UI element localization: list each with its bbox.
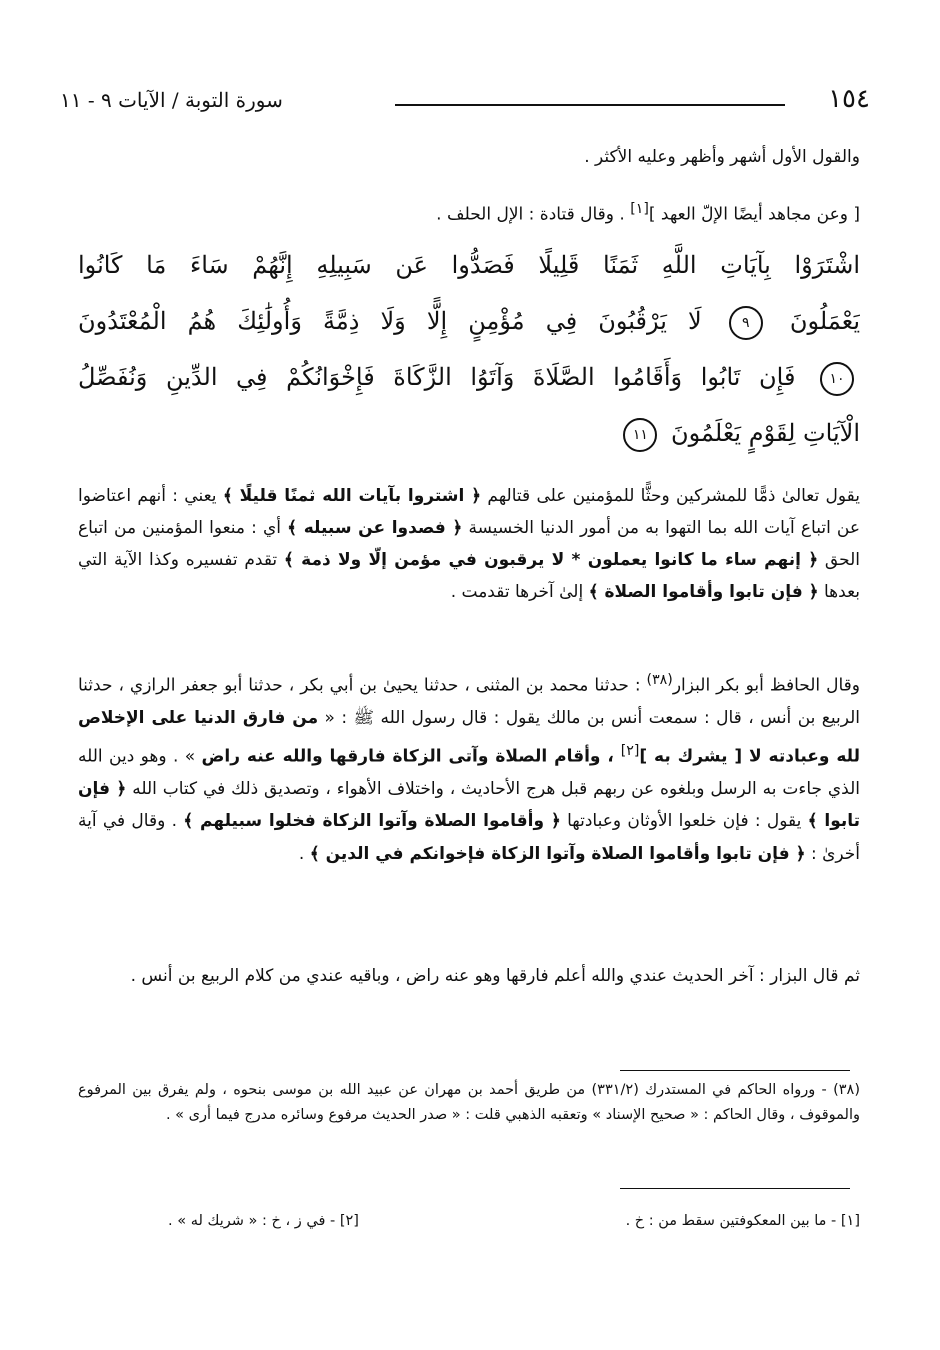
footnote-1: [١] - ما بين المعكوفتين سقط من : خ . <box>625 1213 860 1229</box>
quote: ﴿ إنهم ساء ما كانوا يعملون * لا يرقبون في مؤمن إلّا ولا ذمة ﴾ <box>283 550 819 570</box>
hadith-text: ، وأقام الصلاة وآتى الزكاة فارقها والله عنه راض <box>201 746 621 767</box>
narration-paragraph: وقال الحافظ أبو بكر البزار$^{(٣٨)}$ : حدثنا محمد بن المثنى ، حدثنا يحيىٰ بن أبي بكر ، حدثنا أبو جعفر الرازي ، حدثنا الربيع بن أنس ، قال : سمعت أنس بن مالك يقول : قال رسول الله ﷺ : « من فارق الدنيا على الإخلاص لله وعبادته لا [ يشرك به ][٢] ، وأقام الصلاة وآتى الزكاة فارقها والله عنه راض » . وهو دين الله الذي جاءت به الرسل وبلغوه عن ربهم قبل هرج الأحاديث ، واختلاف الأهواء ، وتصديق ذلك في كتاب الله ﴿ فإن تابوا ﴾ يقول : فإن خلعوا الأوثان وعبادتها ﴿ وأقاموا الصلاة وآتوا الزكاة فخلوا سبيلهم ﴾ . وقال في آية أخرىٰ : ﴿ فإن تابوا وأقاموا الصلاة وآتوا الزكاة فإخوانكم في الدين ﴾ . <box>78 672 860 864</box>
quote: ﴿ وأقاموا الصلاة وآتوا الزكاة فخلوا سبيلهم ﴾ <box>183 811 561 832</box>
intro-line-1: والقول الأول أشهر وأظهر وعليه الأكثر . <box>584 147 860 167</box>
ayah-marker-11: ١١ <box>623 418 657 452</box>
editorial-notes <box>78 1207 860 1237</box>
verse-line: ١٠ فَإِن تَابُوا وَأَقَامُوا الصَّلَاةَ وَآتَوُا الزَّكَاةَ فَإِخْوَانُكُمْ فِي الدِّينِ وَنُفَصِّلُ <box>78 349 860 405</box>
intro-line-2: [ وعن مجاهد أيضًا الإلّ العهد ][١] . وقال قتادة : الإل الحلف . <box>436 201 860 225</box>
page-header <box>60 82 870 122</box>
footnote-rule <box>620 1188 850 1189</box>
footnote-ref-38: (٣٨) <box>646 672 673 688</box>
page-number: ١٥٤ <box>828 84 870 114</box>
running-title: سورة التوبة / الآيات ٩ - ١١ <box>60 88 283 112</box>
ayah-marker-10: ١٠ <box>820 362 854 396</box>
tafsir-paragraph: يقول تعالىٰ ذمًّا للمشركين وحثًّا للمؤمنين على قتالهم ﴿ اشتروا بآيات الله ثمنًا قليلًا ﴾ يعني : أنهم اعتاضوا عن اتباع آيات الله بما التهوا به من أمور الدنيا الخسيسة ﴿ فصدوا عن سبيله ﴾ أي : منعوا المؤمنين من اتباع الحق ﴿ إنهم ساء ما كانوا يعملون * لا يرقبون في مؤمن إلّا ولا ذمة ﴾ تقدم تفسيره وكذا الآية التي بعدها ﴿ فإن تابوا وأقاموا الصلاة ﴾ إلىٰ آخرها تقدمت . <box>78 486 860 602</box>
verse-line: الْآيَاتِ لِقَوْمٍ يَعْلَمُونَ ١١ <box>78 405 860 461</box>
ayah-marker-9: ٩ <box>729 306 763 340</box>
quote: ﴿ فصدوا عن سبيله ﴾ <box>287 518 463 538</box>
header-rule <box>395 104 785 106</box>
footnote-2: [٢] - في ز ، خ : « شريك له » . <box>168 1213 359 1229</box>
quote: ﴿ فإن تابوا وأقاموا الصلاة ﴾ <box>588 582 819 602</box>
quote: ﴿ فإن تابوا وأقاموا الصلاة وآتوا الزكاة فإخوانكم في الدين ﴾ <box>309 843 806 864</box>
footnote-38: (٣٨) - ورواه الحاكم في المستدرك (٣٣١/٢) من طريق أحمد بن مهران عن عبيد الله بن موسى بنحوه ، ولم يفرق بين المرفوع والموقوف ، وقال الحاكم : « صحيح الإسناد » وتعقبه الذهبي قلت : « صدر الحديث مرفوع وسائره مدرج فيما أرى » . <box>78 1082 860 1123</box>
footnote-ref-2: [٢] <box>620 742 640 759</box>
footnote-rule <box>620 1070 850 1071</box>
quote: ﴿ اشتروا بآيات الله ثمنًا قليلًا ﴾ <box>222 486 482 506</box>
footnote-ref-1: [١] <box>630 201 649 217</box>
closing-paragraph: ثم قال البزار : آخر الحديث عندي والله أعلم فارقها وهو عنه راض ، وباقيه عندي من كلام الربيع بن أنس . <box>130 966 860 986</box>
verse-line: يَعْمَلُونَ ٩ لَا يَرْقُبُونَ فِي مُؤْمِنٍ إِلًّا وَلَا ذِمَّةً وَأُولَٰئِكَ هُمُ الْمُعْتَدُونَ <box>78 293 860 349</box>
hadith-text: من فارق الدنيا على الإخلاص لله وعبادته لا [ يشرك به ] <box>78 708 860 767</box>
quran-verses <box>78 237 860 461</box>
quote: ﴿ فإن تابوا ﴾ <box>78 778 860 832</box>
verse-line: اشْتَرَوْا بِآيَاتِ اللَّهِ ثَمَنًا قَلِيلًا فَصَدُّوا عَن سَبِيلِهِ إِنَّهُمْ سَاءَ مَا كَانُوا <box>78 251 860 279</box>
